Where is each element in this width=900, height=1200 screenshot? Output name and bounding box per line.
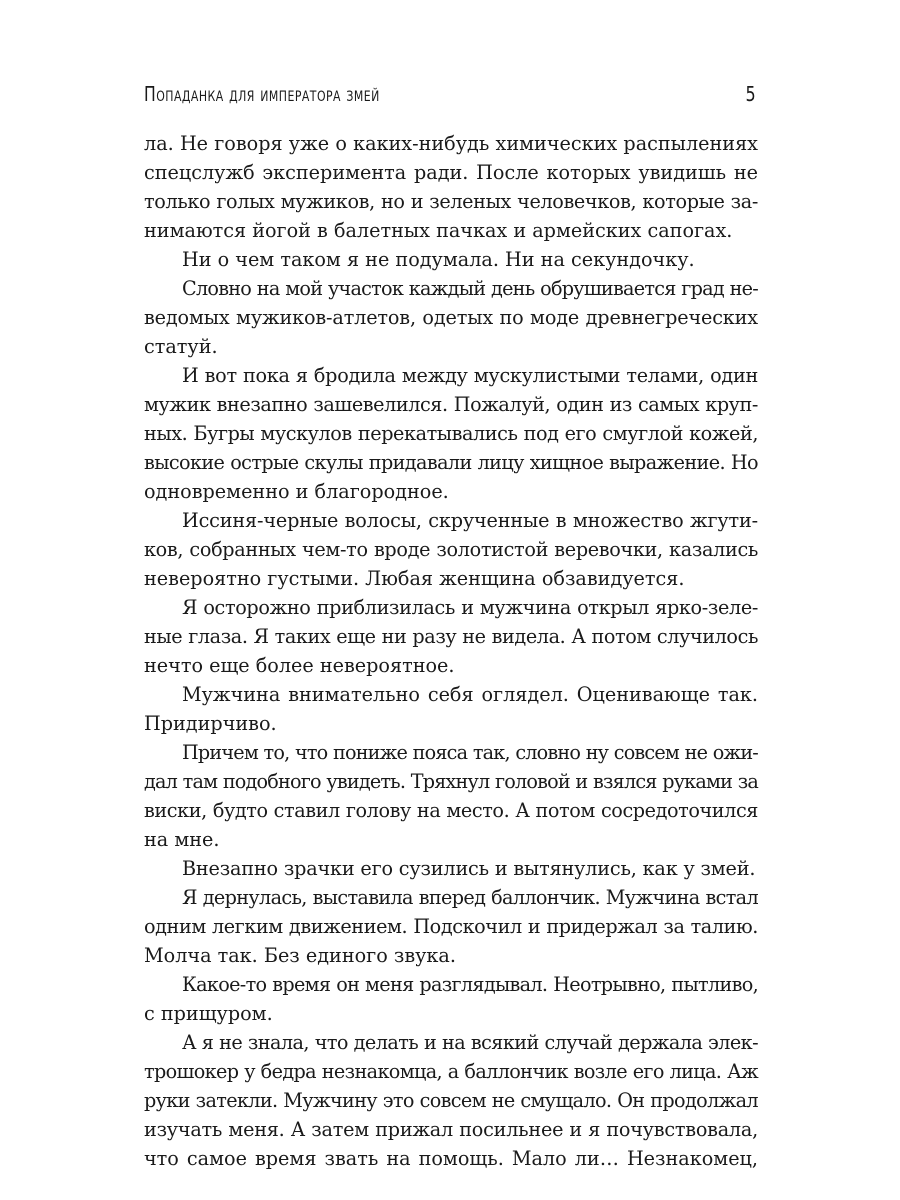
body-text xyxy=(144,129,758,1173)
text-line: Придирчиво. xyxy=(144,712,277,735)
text-line: трошокер у бедра незнакомца, а баллончик возле его лица. Аж xyxy=(144,1060,758,1083)
text-line: Ни о чем таком я не подумала. Ни на секундочку. xyxy=(182,248,695,271)
text-line: на мне. xyxy=(144,828,220,851)
text-line: мужик внезапно зашевелился. Пожалуй, один из самых круп- xyxy=(144,393,758,416)
text-line: высокие острые скулы придавали лицу хищное выражение. Но xyxy=(144,451,758,474)
text-line: Иссиня-черные волосы, скрученные в множество жгути- xyxy=(182,509,758,532)
text-line: Внезапно зрачки его сузились и вытянулись, как у змей. xyxy=(182,857,756,880)
text-line: невероятно густыми. Любая женщина обзавидуется. xyxy=(144,567,685,590)
text-line: ла. Не говоря уже о каких-нибудь химических распылениях xyxy=(144,132,758,155)
text-line: ков, собранных чем-то вроде золотистой веревочки, казались xyxy=(144,538,758,561)
text-line: одним легким движением. Подскочил и придержал за талию. xyxy=(144,915,758,938)
text-line: только голых мужиков, но и зеленых человечков, которые за- xyxy=(144,190,758,213)
text-line: Словно на мой участок каждый день обрушивается град не- xyxy=(182,277,758,300)
text-line: ведомых мужиков-атлетов, одетых по моде древнегреческих xyxy=(144,306,758,329)
text-line: Причем то, что пониже пояса так, словно ну совсем не ожи- xyxy=(182,741,758,764)
book-title: Попаданка для императора змей xyxy=(144,82,380,106)
text-line: виски, будто ставил голову на место. А потом сосредоточился xyxy=(144,799,758,822)
text-line: Какое-то время он меня разглядывал. Неотрывно, пытливо, xyxy=(182,973,758,996)
text-line: нечто еще более невероятное. xyxy=(144,654,455,677)
text-line: одновременно и благородное. xyxy=(144,480,449,503)
page-number: 5 xyxy=(745,82,756,106)
text-line: спецслужб эксперимента ради. После которых увидишь не xyxy=(144,161,758,184)
text-line: дал там подобного увидеть. Тряхнул головой и взялся руками за xyxy=(144,770,758,793)
text-line: с прищуром. xyxy=(144,1002,273,1025)
text-line: Я дернулась, выставила вперед баллончик. Мужчина встал xyxy=(182,886,758,909)
text-line: руки затекли. Мужчину это совсем не смущало. Он продолжал xyxy=(144,1089,758,1112)
text-line: нимаются йогой в балетных пачках и армейских сапогах. xyxy=(144,219,733,242)
text-line: Мужчина внимательно себя оглядел. Оценивающе так. xyxy=(182,683,758,706)
text-line: А я не знала, что делать и на всякий случай держала элек- xyxy=(182,1031,758,1054)
running-header xyxy=(144,82,756,116)
text-line: статуй. xyxy=(144,335,218,358)
text-line: ные глаза. Я таких еще ни разу не видела. А потом случилось xyxy=(144,625,758,648)
text-line: И вот пока я бродила между мускулистыми телами, один xyxy=(182,364,758,387)
text-line: ных. Бугры мускулов перекатывались под его смуглой кожей, xyxy=(144,422,758,445)
text-line: что самое время звать на помощь. Мало ли… Незнакомец, xyxy=(144,1147,758,1170)
text-line: изучать меня. А затем прижал посильнее и я почувствовала, xyxy=(144,1118,758,1141)
text-line: Молча так. Без единого звука. xyxy=(144,944,456,967)
text-line: Я осторожно приблизилась и мужчина открыл ярко-зеле- xyxy=(182,596,758,619)
